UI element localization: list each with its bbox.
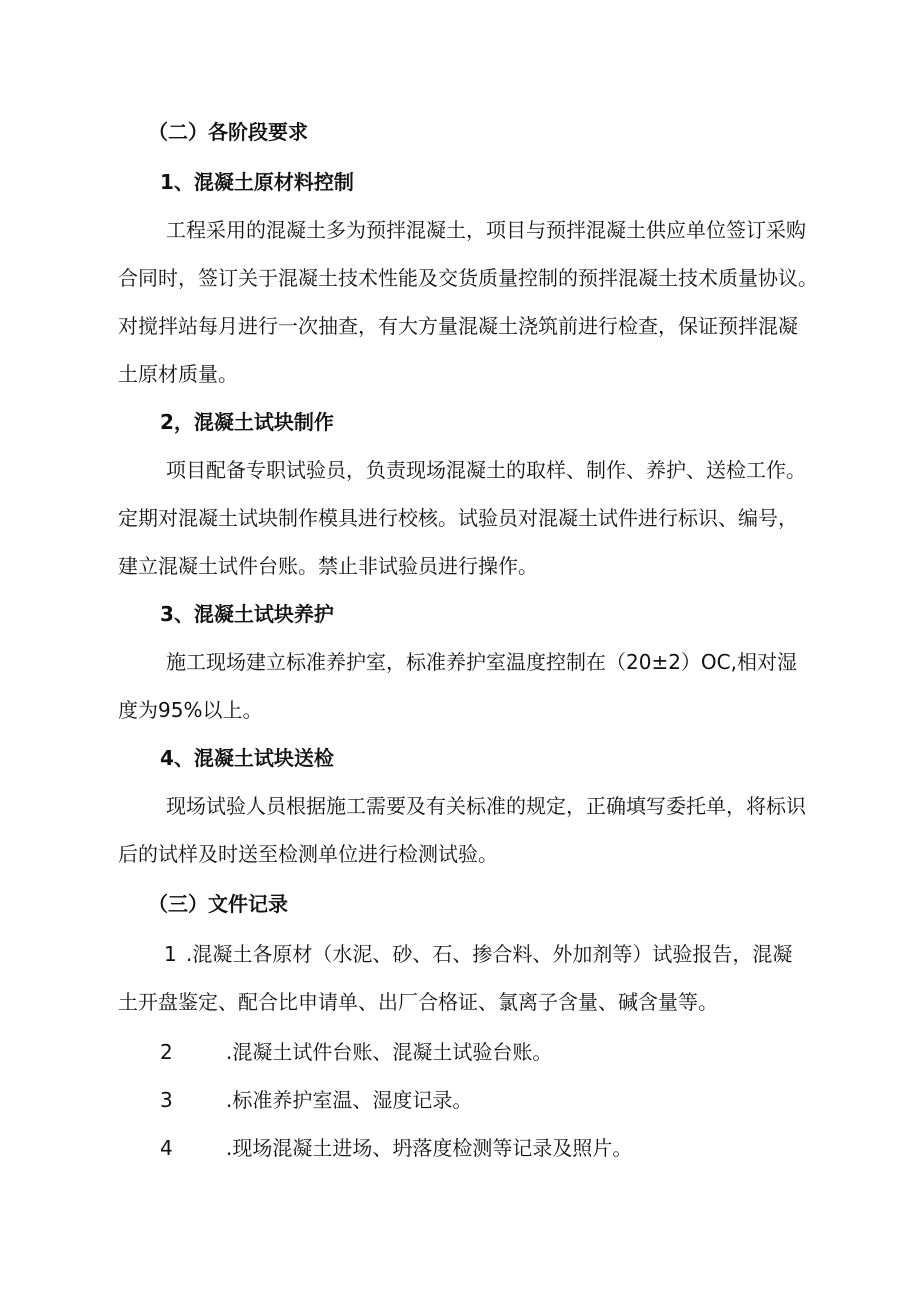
paragraph-line: 定期对混凝土试块制作模具进行校核。试验员对混凝土试件进行标识、编号， <box>118 506 798 530</box>
paragraph-line: 后的试样及时送至检测单位进行检测试验。 <box>118 842 498 866</box>
paragraph-line: 现场试验人员根据施工需要及有关标准的规定，正确填写委托单，将标识 <box>166 794 806 818</box>
paragraph-line: 工程采用的混凝土多为预拌混凝土，项目与预拌混凝土供应单位签订采购 <box>166 218 806 242</box>
subheading-test-block-submission: 4、混凝土试块送检 <box>160 746 334 770</box>
paragraph-line: 合同时，签订关于混凝土技术性能及交货质量控制的预拌混凝土技术质量协议。 <box>118 266 818 290</box>
subheading-raw-material-control: 1、混凝土原材料控制 <box>160 170 354 194</box>
paragraph-line: 度为95%以上。 <box>118 698 263 722</box>
list-item-text: .混凝土试件台账、混凝土试验台账。 <box>226 1040 553 1064</box>
section-heading-stage-requirements: （二）各阶段要求 <box>148 120 308 144</box>
list-item-text: 土开盘鉴定、配合比申请单、出厂合格证、氯离子含量、碱含量等。 <box>118 990 718 1014</box>
section-heading-document-records: （三）文件记录 <box>148 892 288 916</box>
subheading-test-block-making: 2，混凝土试块制作 <box>160 410 334 434</box>
list-item-number: 2 <box>160 1040 173 1064</box>
paragraph-line: 施工现场建立标准养护室，标准养护室温度控制在（20±2）OC,相对湿 <box>166 650 797 674</box>
paragraph-line: 对搅拌站每月进行一次抽查，有大方量混凝土浇筑前进行检查，保证预拌混凝 <box>118 314 798 338</box>
paragraph-line: 土原材质量。 <box>118 362 238 386</box>
list-item-number: 4 <box>160 1136 173 1160</box>
subheading-test-block-curing: 3、混凝土试块养护 <box>160 602 334 626</box>
paragraph-line: 建立混凝土试件台账。禁止非试验员进行操作。 <box>118 554 538 578</box>
list-item-number: 3 <box>160 1088 173 1112</box>
list-item-text: .现场混凝土进场、坍落度检测等记录及照片。 <box>226 1136 633 1160</box>
list-item-number: 1 <box>164 942 177 966</box>
list-item-text: .混凝土各原材（水泥、砂、石、掺合料、外加剂等）试验报告，混凝 <box>186 942 793 966</box>
list-item-text: .标准养护室温、湿度记录。 <box>226 1088 473 1112</box>
paragraph-line: 项目配备专职试验员，负责现场混凝土的取样、制作、养护、送检工作。 <box>166 458 806 482</box>
